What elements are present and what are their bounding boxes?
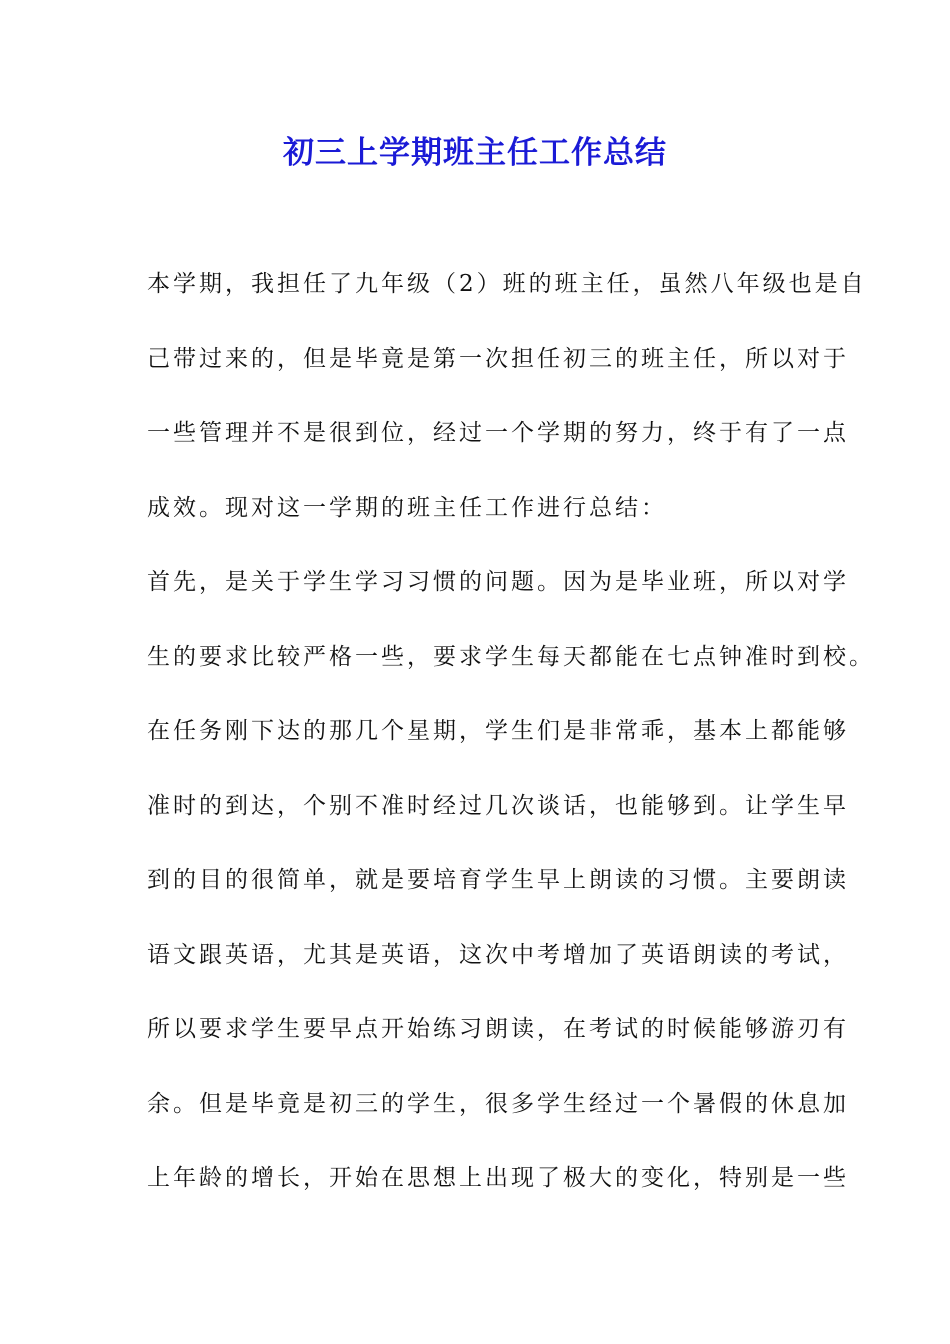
paragraph-line: 上年龄的增长，开始在思想上出现了极大的变化，特别是一些 <box>147 1165 849 1191</box>
paragraph-line: 语文跟英语，尤其是英语，这次中考增加了英语朗读的考试， <box>147 941 849 968</box>
paragraph-line: 生的要求比较严格一些，要求学生每天都能在七点钟准时到校。 <box>147 643 875 670</box>
paragraph-line: 所以要求学生要早点开始练习朗读，在考试的时候能够游刃有 <box>147 1016 849 1042</box>
paragraph-line: 在任务刚下达的那几个星期，学生们是非常乖，基本上都能够 <box>147 718 849 744</box>
paragraph-line: 一些管理并不是很到位，经过一个学期的努力，终于有了一点 <box>147 420 849 446</box>
paragraph-line: 到的目的很简单，就是要培育学生早上朗读的习惯。主要朗读 <box>147 867 849 893</box>
document-body <box>147 262 875 1231</box>
paragraph-line: 首先，是关于学生学习习惯的问题。因为是毕业班，所以对学 <box>147 569 849 595</box>
paragraph-line: 余。但是毕竟是初三的学生，很多学生经过一个暑假的休息加 <box>147 1090 849 1117</box>
paragraph-line: 己带过来的，但是毕竟是第一次担任初三的班主任，所以对于 <box>147 345 849 372</box>
paragraph-line: 成效。现对这一学期的班主任工作进行总结： <box>147 494 667 521</box>
paragraph-line: 本学期，我担任了九年级（2）班的班主任，虽然八年级也是自 <box>147 271 867 297</box>
paragraph-line: 准时的到达，个别不准时经过几次谈话，也能够到。让学生早 <box>147 792 849 819</box>
document-title: 初三上学期班主任工作总结 <box>283 135 667 171</box>
